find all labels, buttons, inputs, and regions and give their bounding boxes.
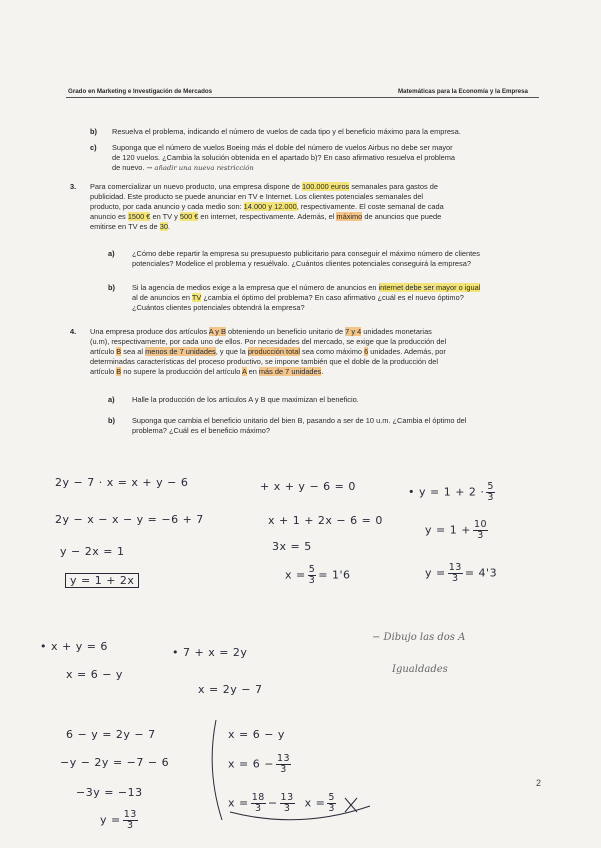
- hw-s3-line3: −3y = −13: [76, 786, 143, 799]
- hw-c2-line1: + x + y − 6 = 0: [260, 480, 356, 493]
- q4-line2: (u.m), respectivamente, por cada uno de ellos. Por necesidades del mercado, se exige que la producción del: [90, 337, 447, 346]
- hw-side-note1: − Dibujo las dos A: [372, 632, 466, 643]
- q3-b-line3: ¿Cuántos clientes potenciales obtendrá la empresa?: [132, 303, 305, 312]
- hw-c1-line3: y − 2x = 1: [60, 545, 125, 558]
- hw-c3-line3: y = $\frac{13}{3}$ = 4'3: [425, 562, 498, 584]
- bracket-stroke: [212, 720, 222, 820]
- hw-s4-line3: x = $\frac{18}{3}$ − $\frac{13}{3}$ x = $\frac{5}{3}$: [228, 792, 335, 814]
- q3-line1: Para comercializar un nuevo producto, una empresa dispone de 100.000 euros semanales para gastos de: [90, 182, 439, 191]
- q4-b-label: b): [108, 416, 115, 425]
- hw-side-note2: Igualdades: [392, 664, 448, 675]
- hw-c2-line3: 3x = 5: [272, 540, 312, 553]
- hw-s3-line1: 6 − y = 2y − 7: [66, 728, 156, 741]
- q3-b-line1: Si la agencia de medios exige a la empresa que el número de anuncios en internet debe ser mayor o igual: [132, 283, 481, 292]
- handwritten-note: → añadir una nueva restricción: [146, 164, 254, 172]
- prev-c-line1: Suponga que el número de vuelos Boeing más el doble del número de vuelos Airbus no debe ser mayor: [112, 143, 453, 152]
- hw-c1-line1: 2y − 7 · x = x + y − 6: [55, 476, 189, 489]
- hw-c1-line2: 2y − x − x − y = −6 + 7: [55, 513, 204, 526]
- q4-line1: Una empresa produce dos artículos A y B obteniendo un beneficio unitario de 7 y 4 unidades monetarias: [90, 327, 432, 336]
- hw-s4-line2: x = 6 − $\frac{13}{3}$: [228, 753, 291, 775]
- header-course: Grado en Marketing e Investigación de Mercados: [68, 88, 213, 95]
- q4-line3: artículo B sea al menos de 7 unidades, y que la producción total sea como máximo 6 unidades. Además, por: [90, 347, 446, 356]
- hw-s2-eq1: • x + y = 6: [40, 640, 108, 653]
- prev-b-label: b): [90, 127, 97, 136]
- prev-c-label: c): [90, 143, 97, 152]
- q3-line5: emitirse en TV es de 30.: [90, 222, 170, 231]
- q4-line5: artículo B no supere la producción del artículo A en más de 7 unidades.: [90, 367, 324, 376]
- page-number: 2: [536, 778, 542, 788]
- prev-c-line2: de 120 vuelos. ¿Cambia la solución obtenida en el apartado b)? En caso afirmativo resuelva el problema: [112, 153, 456, 162]
- q3-a-line2: potenciales? Modelice el problema y resuélvalo. ¿Cuántos clientes potenciales conseguirá la empresa?: [132, 259, 471, 268]
- prev-c-line3: de nuevo. → añadir una nueva restricción: [112, 163, 254, 172]
- q4-b-line2: problema? ¿Cuál es el beneficio máximo?: [132, 426, 271, 435]
- q4-b-line1: Suponga que cambia el beneficio unitario del bien B, pasando a ser de 10 u.m. ¿Cambia el óptimo del: [132, 416, 467, 425]
- cross-mark: [345, 798, 357, 812]
- q4-a-label: a): [108, 395, 115, 404]
- hw-c3-line2: y = 1 + $\frac{10}{3}$: [425, 519, 488, 541]
- hw-s4-line1: x = 6 − y: [228, 728, 285, 741]
- hw-c1-line4-boxed: y = 1 + 2x: [65, 573, 139, 588]
- q3-number: 3.: [70, 182, 77, 191]
- header-subject: Matemáticas para la Economía y la Empresa: [398, 88, 528, 95]
- q3-a-line1: ¿Cómo debe repartir la empresa su presupuesto publicitario para conseguir el máximo número de clientes: [132, 249, 480, 258]
- hw-c2-line4: x = $\frac{5}{3}$ = 1'6: [285, 564, 351, 586]
- hw-s3-line4: y = $\frac{13}{3}$: [100, 809, 137, 831]
- hw-s2-eq3: x = 6 − y: [66, 668, 123, 681]
- hw-c2-line2: x + 1 + 2x − 6 = 0: [268, 514, 383, 527]
- q3-line2: publicidad. Este producto se puede anunciar en TV e Internet. Los clientes potenciales semanales del: [90, 192, 424, 201]
- hw-c3-line1: • y = 1 + 2 · $\frac{5}{3}$: [408, 481, 494, 503]
- q4-number: 4.: [70, 327, 77, 336]
- q3-b-line2: al de anuncios en TV ¿cambia el óptimo del problema? En caso afirmativo ¿cuál es el nuevo óptimo?: [132, 293, 464, 302]
- q4-a-text: Halle la producción de los artículos A y B que maximizan el beneficio.: [132, 395, 359, 404]
- hw-s2-eq2: • 7 + x = 2y: [172, 646, 248, 659]
- hw-s3-line2: −y − 2y = −7 − 6: [60, 756, 170, 769]
- prev-b-text: Resuelva el problema, indicando el número de vuelos de cada tipo y el beneficio máximo para la empresa.: [112, 127, 461, 136]
- q3-line3: producto, por cada anuncio y cada medio son: 14.000 y 12.000, respectivamente. El coste semanal de cada: [90, 202, 444, 211]
- q3-line4: anuncio es 1500 € en TV y 500 € en internet, respectivamente. Además, el máximo de anuncios que puede: [90, 212, 442, 221]
- q3-a-label: a): [108, 249, 115, 258]
- q4-line4: determinadas características del proceso productivo, se impone también que el doble de la producción del: [90, 357, 438, 366]
- q3-b-label: b): [108, 283, 115, 292]
- hw-s2-eq4: x = 2y − 7: [198, 683, 263, 696]
